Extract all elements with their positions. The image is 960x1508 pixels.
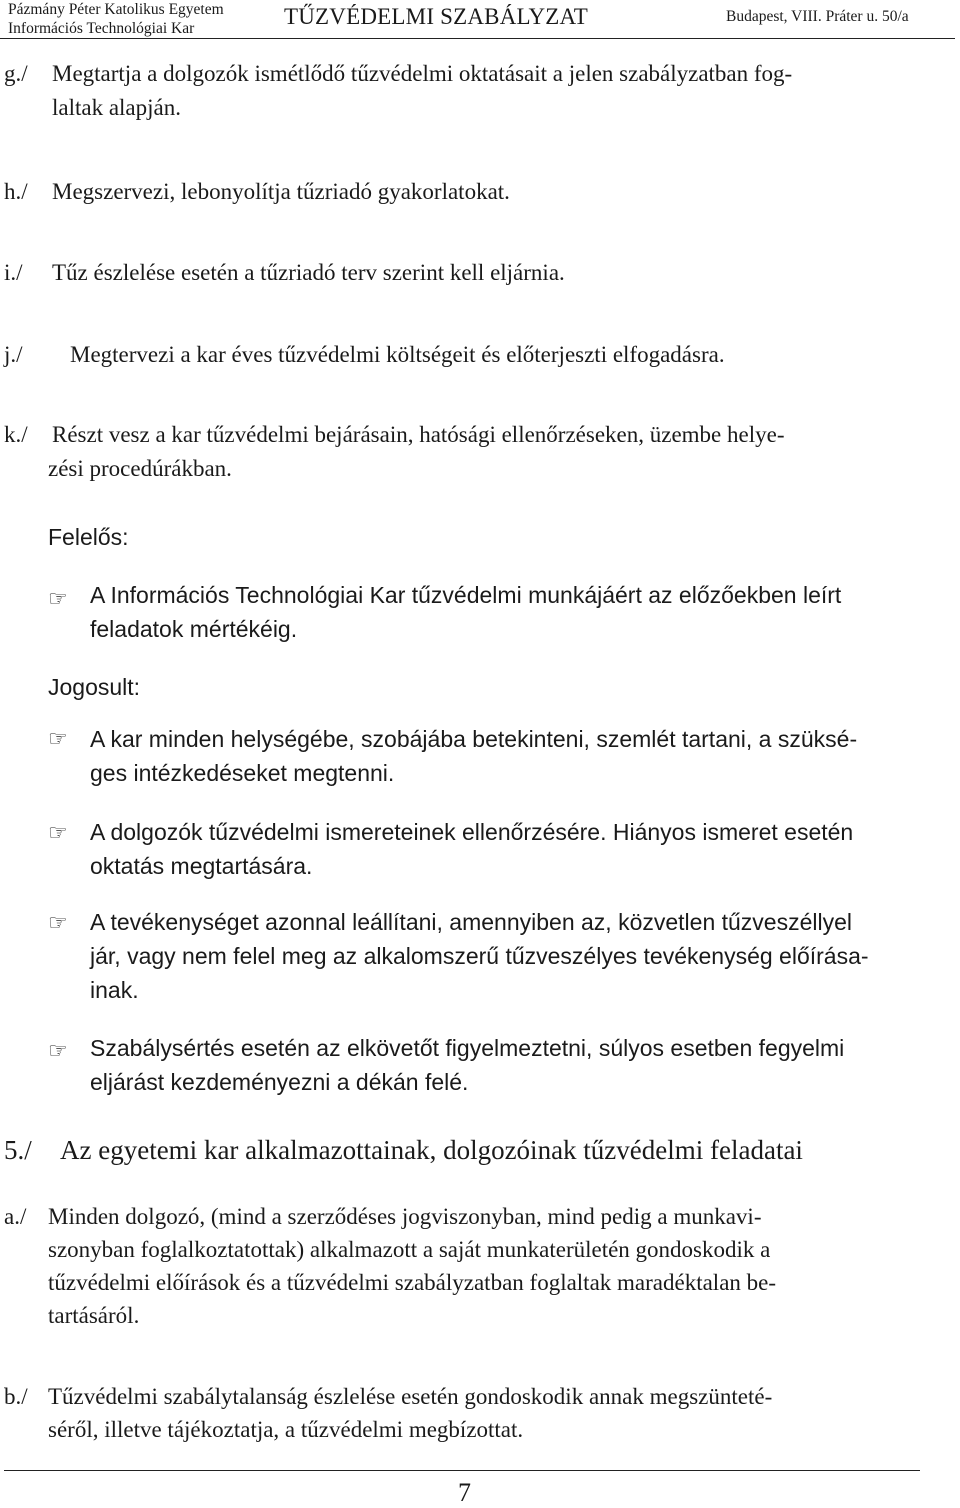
item-label: g./: [4, 61, 28, 86]
jogosult-bullet-4-line1: Szabálysértés esetén az elkövetőt figyelmeztetni, súlyos esetben fegyelmi: [90, 1035, 845, 1061]
pointing-hand-icon: ☞: [48, 1038, 68, 1063]
pointing-hand-icon: ☞: [48, 910, 68, 935]
item-label: h./: [4, 179, 28, 204]
item-label: j./: [4, 342, 23, 367]
item-label: i./: [4, 260, 23, 285]
felelos-label: Felelős:: [48, 524, 129, 550]
item-g: [4, 57, 792, 91]
page-number: 7: [458, 1478, 471, 1507]
jogosult-bullet-4-line2: eljárást kezdeményezni a dékán felé.: [90, 1069, 469, 1095]
jogosult-bullet-2-line2: oktatás megtartására.: [90, 853, 313, 879]
item-label: a./: [4, 1204, 27, 1229]
item-label: k./: [4, 422, 28, 447]
section5-item-a-line4: tartásáról.: [48, 1303, 140, 1328]
header-address: Budapest, VIII. Práter u. 50/a: [726, 8, 909, 25]
header-faculty: Információs Technológiai Kar: [8, 20, 195, 37]
item-g-continuation: laltak alapján.: [52, 95, 181, 120]
item-label: b./: [4, 1384, 28, 1409]
item-text: Tűzvédelmi szabálytalanság észlelése esetén gondoskodik annak megszünteté-: [48, 1384, 773, 1409]
section5-item-a: [4, 1200, 761, 1234]
footer-divider: [4, 1470, 920, 1471]
section5-item-a-line2: szonyban foglalkoztatottak) alkalmazott a saját munkaterületén gondoskodik a: [48, 1237, 771, 1262]
header-divider: [0, 38, 955, 39]
item-text: Megtervezi a kar éves tűzvédelmi költségeit és előterjeszti elfogadásra.: [70, 342, 725, 367]
jogosult-bullet-3-line1: A tevékenységet azonnal leállítani, amennyiben az, közvetlen tűzveszéllyel: [90, 909, 853, 935]
item-text: Megszervezi, lebonyolítja tűzriadó gyakorlatokat.: [52, 179, 510, 204]
section-number: 5./: [4, 1135, 32, 1165]
section-heading: [4, 1130, 803, 1170]
section5-item-a-line3: tűzvédelmi előírások és a tűzvédelmi szabályzatban foglaltak maradéktalan be-: [48, 1270, 777, 1295]
item-text: Részt vesz a kar tűzvédelmi bejárásain, hatósági ellenőrzéseken, üzembe helye-: [52, 422, 785, 447]
jogosult-bullet-3-line3: inak.: [90, 977, 139, 1003]
felelos-bullet-line2: feladatok mértékéig.: [90, 616, 298, 642]
item-text: Megtartja a dolgozók ismétlődő tűzvédelmi oktatásait a jelen szabályzatban fog-: [52, 61, 793, 86]
jogosult-bullet-3-line2: jár, vagy nem felel meg az alkalomszerű tűzveszélyes tevékenység előírása-: [90, 943, 869, 969]
jogosult-bullet-1-line1: A kar minden helységébe, szobájába betekinteni, szemlét tartani, a szüksé-: [90, 726, 858, 752]
item-j: [4, 338, 725, 372]
felelos-bullet-line1: A Információs Technológiai Kar tűzvédelmi munkájáért az előzőekben leírt: [90, 582, 842, 608]
item-k-continuation: zési procedúrákban.: [48, 456, 232, 481]
jogosult-bullet-1-line2: ges intézkedéseket megtenni.: [90, 760, 395, 786]
jogosult-label: Jogosult:: [48, 674, 141, 700]
item-k: [4, 418, 784, 452]
item-i: [4, 256, 565, 290]
item-h: [4, 175, 510, 209]
header-institution: [8, 0, 224, 38]
pointing-hand-icon: ☞: [48, 726, 68, 751]
jogosult-bullet-2-line1: A dolgozók tűzvédelmi ismereteinek ellenőrzésére. Hiányos ismeret esetén: [90, 819, 854, 845]
section-title: Az egyetemi kar alkalmazottainak, dolgozóinak tűzvédelmi feladatai: [60, 1135, 803, 1165]
pointing-hand-icon: ☞: [48, 586, 68, 611]
item-text: Tűz észlelése esetén a tűzriadó terv szerint kell eljárnia.: [52, 260, 565, 285]
header-university: Pázmány Péter Katolikus Egyetem: [8, 1, 224, 18]
section5-item-b: [4, 1380, 772, 1414]
item-text: Minden dolgozó, (mind a szerződéses jogviszonyban, mind pedig a munkavi-: [48, 1204, 762, 1229]
document-title: TŰZVÉDELMI SZABÁLYZAT: [284, 4, 589, 29]
pointing-hand-icon: ☞: [48, 820, 68, 845]
section5-item-b-line2: séről, illetve tájékoztatja, a tűzvédelmi megbízottat.: [48, 1417, 524, 1442]
